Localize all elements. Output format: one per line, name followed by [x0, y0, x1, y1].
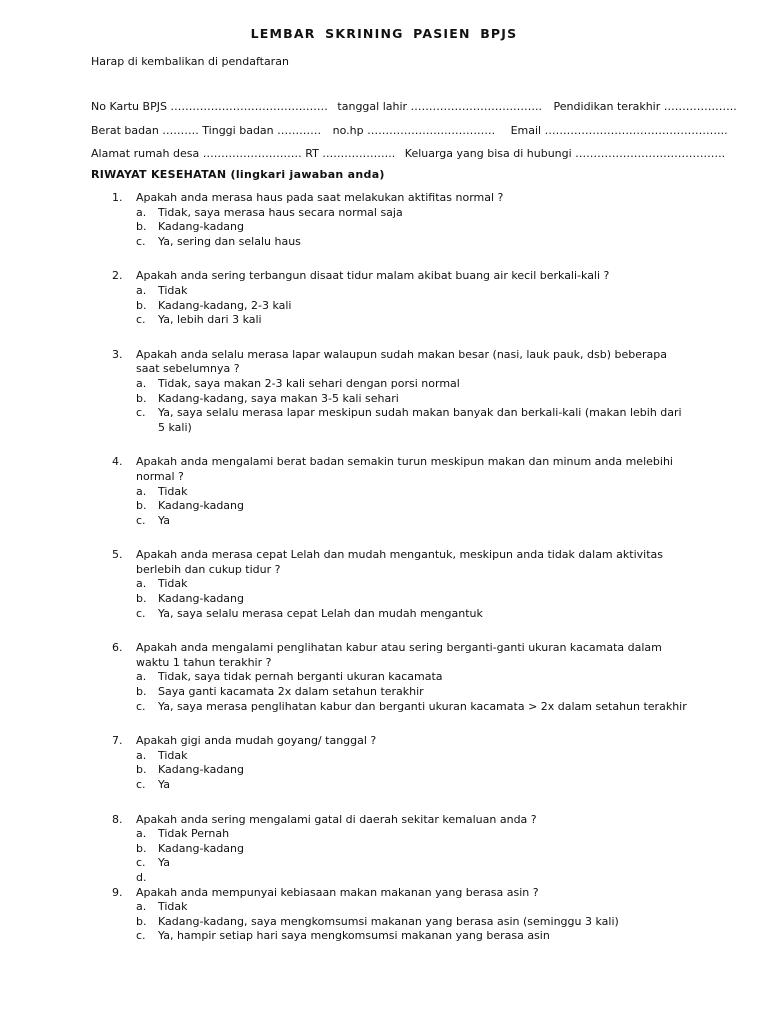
- field-keluarga: Keluarga yang bisa di hubungi …………………………………..: [404, 147, 726, 160]
- option-text: Kadang-kadang: [158, 499, 245, 513]
- field-tanggal-lahir: tanggal lahir ……………………….……..: [337, 100, 543, 113]
- answer-option[interactable]: [136, 577, 691, 592]
- question-number: 6.: [112, 641, 123, 655]
- option-letter: a.: [136, 827, 147, 841]
- option-letter: b.: [136, 298, 147, 312]
- option-letter: b.: [136, 592, 147, 606]
- option-text: Ya, saya selalu merasa cepat Lelah dan mudah mengantuk: [158, 606, 483, 620]
- question-text: Apakah anda selalu merasa lapar walaupun sudah makan besar (nasi, lauk pauk, dsb) beberapa saat sebelumnya ?: [136, 347, 667, 376]
- question-number: 8.: [112, 812, 123, 826]
- question-number: 3.: [112, 347, 123, 361]
- question-list: [91, 191, 691, 944]
- question-text: Apakah anda mengalami penglihatan kabur atau sering berganti-ganti ukuran kacamata dalam waktu 1 tahun terakhir ?: [136, 641, 662, 669]
- option-letter: a.: [136, 205, 147, 219]
- option-text: Tidak: [158, 900, 188, 914]
- question-number: 2.: [112, 269, 123, 283]
- option-letter: b.: [136, 499, 147, 513]
- field-row-address: [91, 147, 725, 162]
- question-item: [91, 548, 691, 621]
- option-letter: c.: [136, 778, 146, 791]
- option-list: [136, 485, 691, 529]
- question-item: [91, 641, 691, 714]
- option-text: Kadang-kadang: [158, 592, 245, 606]
- answer-option[interactable]: [136, 827, 691, 842]
- option-text: Kadang-kadang: [158, 220, 245, 234]
- question-item: [91, 269, 691, 327]
- question-number: 5.: [112, 548, 123, 562]
- option-letter: c.: [136, 513, 146, 527]
- option-text: Ya: [158, 856, 170, 870]
- option-letter: a.: [136, 283, 147, 297]
- option-letter: a.: [136, 670, 147, 684]
- answer-option[interactable]: [136, 929, 691, 944]
- option-letter: a.: [136, 900, 147, 914]
- option-list: [136, 377, 691, 435]
- option-text: Kadang-kadang: [158, 841, 245, 855]
- field-nohp: no.hp ………………….………….: [332, 124, 496, 137]
- option-text: Tidak, saya tidak pernah berganti ukuran kacamata: [158, 670, 443, 684]
- question-item: [91, 734, 691, 792]
- option-list: [136, 900, 691, 944]
- option-letter: c.: [136, 699, 146, 713]
- section-title: RIWAYAT KESEHATAN (lingkari jawaban anda): [91, 168, 385, 181]
- option-text: Ya, hampir setiap hari saya mengkomsumsi makanan yang berasa asin: [158, 929, 550, 943]
- option-letter: b.: [136, 391, 147, 405]
- field-berat-tinggi: Berat badan ………. Tinggi badan …………: [91, 124, 322, 137]
- option-list: [136, 577, 691, 621]
- option-letter: b.: [136, 841, 147, 855]
- question-text: Apakah anda mempunyai kebiasaan makan makanan yang berasa asin ?: [136, 885, 539, 899]
- form-subtitle: Harap di kembalikan di pendaftaran: [91, 55, 289, 68]
- option-letter: a.: [136, 577, 147, 591]
- field-no-kartu: No Kartu BPJS ……………………………….……: [91, 100, 328, 113]
- answer-option[interactable]: [136, 670, 691, 685]
- answer-option[interactable]: [136, 220, 691, 235]
- option-list: [136, 206, 691, 250]
- answer-option[interactable]: [136, 763, 691, 778]
- option-text: Ya, saya selalu merasa lapar meskipun sudah makan banyak dan berkali-kali (makan lebih dari 5 kali): [158, 406, 682, 434]
- question-item: [91, 191, 691, 249]
- option-text: Ya, sering dan selalu haus: [158, 234, 301, 248]
- option-text: Tidak: [158, 283, 188, 297]
- answer-option[interactable]: [136, 842, 691, 857]
- option-text: Kadang-kadang, saya makan 3-5 kali sehari: [158, 391, 399, 405]
- question-text: Apakah anda merasa haus pada saat melakukan aktifitas normal ?: [136, 191, 504, 204]
- option-text: Kadang-kadang, 2-3 kali: [158, 298, 292, 312]
- question-number: 9.: [112, 885, 123, 899]
- question-number: 1.: [112, 191, 123, 204]
- field-row-body: [91, 124, 728, 139]
- answer-option[interactable]: [136, 915, 691, 930]
- answer-option[interactable]: [136, 685, 691, 700]
- question-text: Apakah anda sering terbangun disaat tidur malam akibat buang air kecil berkali-kali ?: [136, 269, 610, 283]
- option-letter: b.: [136, 220, 147, 234]
- answer-option[interactable]: [136, 392, 691, 407]
- option-letter: c.: [136, 856, 146, 870]
- form-title: LEMBAR SKRINING PASIEN BPJS: [250, 26, 518, 41]
- option-letter: b.: [136, 914, 147, 928]
- question-item: [91, 348, 691, 436]
- option-text: Tidak, saya merasa haus secara normal saja: [158, 205, 403, 219]
- option-text: Tidak: [158, 577, 188, 591]
- answer-option[interactable]: [136, 499, 691, 514]
- question-item: [91, 455, 691, 528]
- answer-option[interactable]: [136, 900, 691, 915]
- option-text: Ya: [158, 778, 170, 791]
- question-number: 4.: [112, 455, 123, 469]
- option-list: [136, 749, 691, 793]
- option-list: [136, 284, 691, 328]
- field-alamat: Alamat rumah desa ……………………… RT ………………..: [91, 147, 396, 160]
- field-row-identity: [91, 100, 737, 115]
- answer-option[interactable]: [136, 856, 691, 871]
- option-letter: c.: [136, 929, 146, 943]
- answer-option[interactable]: [136, 778, 691, 793]
- answer-option[interactable]: [136, 313, 691, 328]
- answer-option[interactable]: [136, 299, 691, 314]
- option-letter: c.: [136, 313, 146, 327]
- answer-option[interactable]: [136, 206, 691, 221]
- option-text: Tidak Pernah: [158, 827, 230, 841]
- question-number: 7.: [112, 734, 123, 748]
- answer-option[interactable]: [136, 871, 691, 886]
- option-text: Ya: [158, 513, 170, 527]
- answer-option[interactable]: [136, 592, 691, 607]
- option-letter: c.: [136, 234, 146, 248]
- question-item: [91, 813, 691, 886]
- option-letter: c.: [136, 606, 146, 620]
- field-email: Email …………………………………………..: [510, 124, 728, 137]
- answer-option[interactable]: [136, 607, 691, 622]
- answer-option[interactable]: [136, 749, 691, 764]
- question-text: Apakah anda sering mengalami gatal di daerah sekitar kemaluan anda ?: [136, 812, 537, 826]
- answer-option[interactable]: [136, 235, 691, 250]
- option-letter: a.: [136, 376, 147, 390]
- answer-option[interactable]: [136, 284, 691, 299]
- option-letter: d.: [136, 870, 147, 884]
- option-letter: b.: [136, 685, 147, 699]
- question-text: Apakah anda merasa cepat Lelah dan mudah mengantuk, meskipun anda tidak dalam aktivitas berlebih dan cukup tidur ?: [136, 548, 663, 576]
- option-letter: a.: [136, 484, 147, 498]
- answer-option[interactable]: [136, 406, 691, 435]
- question-text: Apakah gigi anda mudah goyang/ tanggal ?: [136, 734, 377, 748]
- answer-option[interactable]: [136, 514, 691, 529]
- option-text: Tidak, saya makan 2-3 kali sehari dengan porsi normal: [158, 376, 460, 390]
- option-letter: a.: [136, 748, 147, 762]
- answer-option[interactable]: [136, 700, 691, 715]
- option-text: Ya, lebih dari 3 kali: [158, 313, 262, 327]
- question-text: Apakah anda mengalami berat badan semakin turun meskipun makan dan minum anda melebihi normal ?: [136, 455, 673, 483]
- option-text: Kadang-kadang, saya mengkomsumsi makanan yang berasa asin (seminggu 3 kali): [158, 914, 619, 928]
- field-pendidikan: Pendidikan terakhir ………………..: [553, 100, 737, 113]
- option-letter: b.: [136, 763, 147, 777]
- option-letter: c.: [136, 406, 146, 420]
- option-text: Saya ganti kacamata 2x dalam setahun terakhir: [158, 685, 424, 699]
- answer-option[interactable]: [136, 377, 691, 392]
- option-list: [136, 827, 691, 885]
- answer-option[interactable]: [136, 485, 691, 500]
- option-text: Tidak: [158, 748, 188, 762]
- option-list: [136, 670, 691, 714]
- question-item: [91, 886, 691, 944]
- option-text: Kadang-kadang: [158, 763, 245, 777]
- option-text: Ya, saya merasa penglihatan kabur dan berganti ukuran kacamata > 2x dalam setahun terakhir: [158, 699, 687, 713]
- option-text: Tidak: [158, 484, 188, 498]
